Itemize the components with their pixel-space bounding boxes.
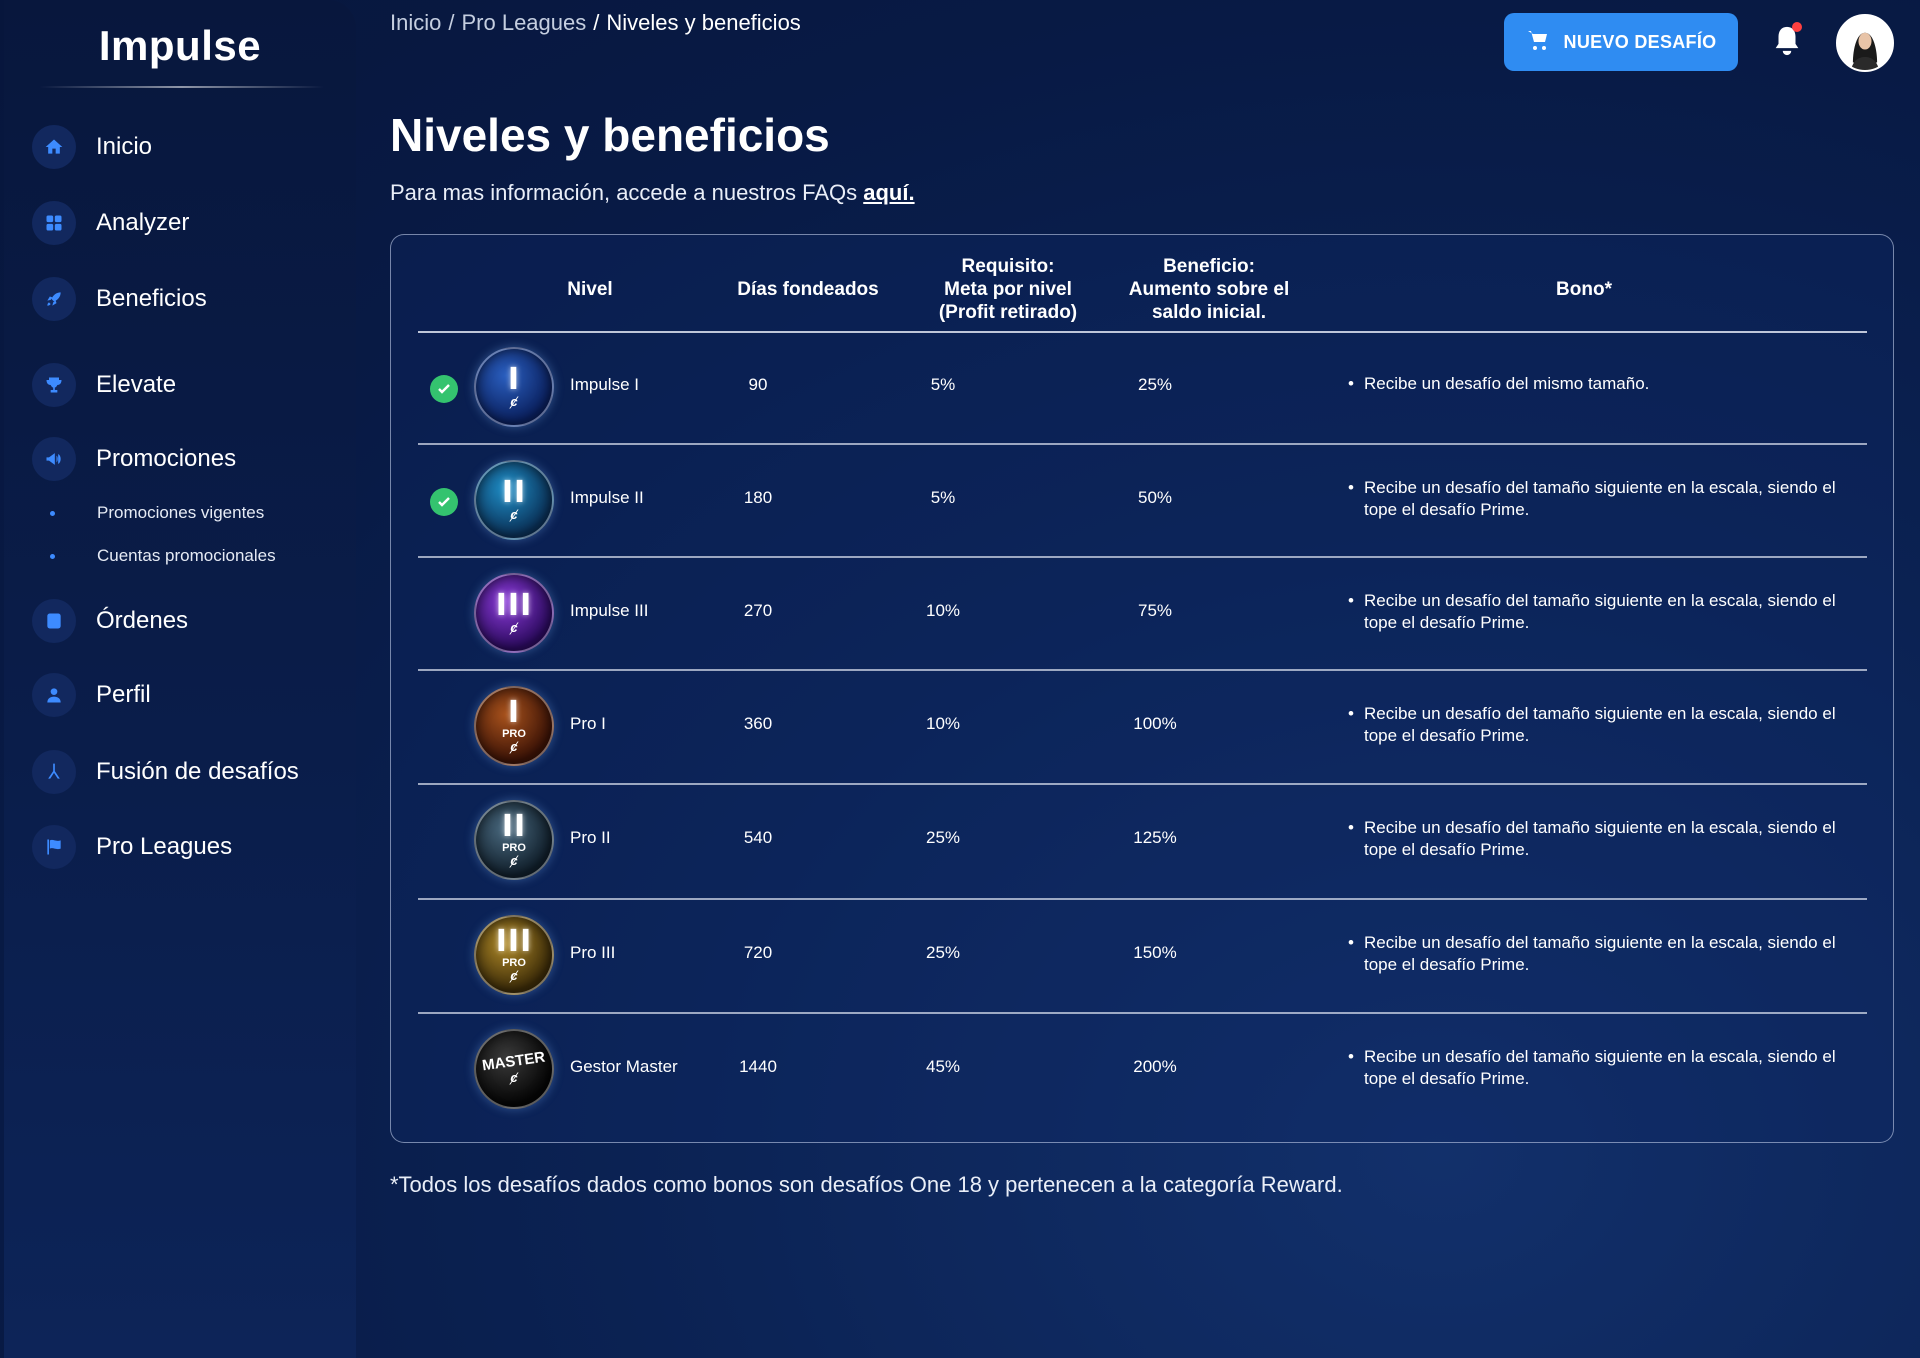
requirement-value: 25% — [925, 828, 961, 847]
requirement-value: 25% — [925, 943, 961, 962]
days-value: 1440 — [739, 1057, 777, 1076]
badge-bars: I — [507, 362, 521, 397]
new-challenge-label: NUEVO DESAFÍO — [1563, 31, 1717, 52]
badge-pro: PRO — [502, 728, 526, 740]
table-row — [418, 784, 1867, 896]
sidebar-item-label: Perfil — [96, 681, 151, 708]
orders-icon — [32, 599, 76, 643]
user-icon — [32, 673, 76, 717]
sidebar-item-label: Inicio — [96, 133, 153, 160]
sidebar-item-label: Fusión de desafíos — [96, 758, 299, 785]
sidebar-item-promociones[interactable] — [32, 434, 236, 484]
badge-bars: I — [507, 695, 521, 730]
breadcrumb-separator: / — [593, 10, 600, 35]
badge-mark: ȼ — [510, 394, 518, 409]
badge-mark: ȼ — [510, 507, 518, 522]
badge-master: MASTER — [481, 1048, 547, 1075]
sidebar-item-elevate[interactable] — [32, 360, 176, 410]
sidebar-item-fusion-de-desafios[interactable] — [32, 747, 299, 797]
column-header-label: Nivel — [567, 278, 613, 300]
page-title: Niveles y beneficios — [390, 109, 830, 161]
table-row — [418, 331, 1867, 443]
days-value: 180 — [743, 488, 773, 507]
bonus-text: • Recibe un desafío del tamaño siguiente en la escala, siendo el tope el desafío Prime. — [1348, 932, 1848, 976]
rocket-icon — [32, 277, 76, 321]
benefit-value: 150% — [1133, 943, 1177, 962]
requirement-value: 5% — [930, 488, 956, 507]
level-name: Gestor Master — [570, 1057, 678, 1076]
level-badge — [474, 460, 554, 540]
bonus-text: • Recibe un desafío del tamaño siguiente en la escala, siendo el tope el desafío Prime. — [1348, 590, 1848, 634]
brand-logo[interactable] — [4, 22, 356, 70]
column-header-beneficio — [1109, 250, 1309, 328]
trophy-icon — [32, 363, 76, 407]
sidebar-item-label: Órdenes — [96, 607, 189, 634]
check-icon — [430, 375, 458, 403]
brand-logo-text: Impulse — [98, 22, 262, 69]
sidebar-item-label: Promociones — [96, 445, 237, 472]
level-name: Pro I — [570, 714, 606, 733]
badge-mark: ȼ — [510, 853, 518, 868]
badge-mark: ȼ — [510, 620, 518, 635]
notification-dot — [1792, 22, 1802, 32]
level-badge — [474, 686, 554, 766]
column-header-label: Aumento sobre el — [1128, 278, 1290, 300]
check-icon — [430, 488, 458, 516]
column-header-label: Bono* — [1556, 278, 1612, 300]
sidebar-item-label: Elevate — [96, 371, 177, 398]
level-name: Impulse II — [570, 488, 644, 507]
requirement-value: 5% — [930, 375, 956, 394]
home-icon — [32, 125, 76, 169]
table-row — [418, 1013, 1867, 1125]
sidebar-subitem-label: Cuentas promocionales — [97, 546, 276, 565]
logo-divider — [40, 86, 324, 88]
level-badge — [474, 573, 554, 653]
sidebar-subitem-label: Promociones vigentes — [97, 503, 265, 522]
sidebar-subitem-cuentas-promocionales[interactable] — [50, 542, 276, 570]
column-header-label: Requisito: — [961, 255, 1055, 277]
page-subtitle — [390, 180, 915, 206]
level-name: Pro II — [570, 828, 611, 847]
level-name: Impulse I — [570, 375, 639, 394]
badge-pro: PRO — [502, 842, 526, 854]
megaphone-icon — [32, 437, 76, 481]
days-value: 270 — [743, 601, 773, 620]
breadcrumb-inicio[interactable]: Inicio — [390, 10, 442, 35]
badge-bars: III — [495, 588, 533, 623]
level-badge — [474, 1029, 554, 1109]
cart-icon — [1526, 28, 1550, 57]
table-row — [418, 444, 1867, 556]
level-badge — [474, 347, 554, 427]
level-name: Impulse III — [570, 601, 649, 620]
requirement-value: 10% — [925, 601, 961, 620]
requirement-value: 45% — [925, 1057, 961, 1076]
days-value: 360 — [743, 714, 773, 733]
breadcrumb-current: Niveles y beneficios — [606, 10, 801, 35]
column-header-label: Beneficio: — [1163, 255, 1255, 277]
column-header-label: saldo inicial. — [1151, 301, 1267, 323]
grid-icon — [32, 201, 76, 245]
breadcrumb-pro-leagues[interactable]: Pro Leagues — [461, 10, 587, 35]
level-badge — [474, 915, 554, 995]
benefit-value: 75% — [1137, 601, 1173, 620]
table-row — [418, 899, 1867, 1011]
bullet-icon — [50, 511, 55, 516]
benefit-value: 50% — [1137, 488, 1173, 507]
notifications-button[interactable] — [1770, 22, 1804, 60]
avatar[interactable] — [1836, 14, 1894, 72]
badge-mark: ȼ — [510, 739, 518, 754]
days-value: 540 — [743, 828, 773, 847]
column-header-bono — [1484, 250, 1684, 328]
days-value: 90 — [748, 375, 768, 394]
column-header-dias — [718, 250, 898, 328]
sidebar-item-pro-leagues[interactable] — [32, 822, 232, 872]
benefit-value: 125% — [1133, 828, 1177, 847]
column-header-label: Meta por nivel — [944, 278, 1072, 300]
avatar-portrait-icon — [1838, 16, 1892, 70]
bullet-icon — [50, 554, 55, 559]
benefit-value: 100% — [1133, 714, 1177, 733]
badge-bars: II — [501, 809, 527, 844]
breadcrumb-separator: / — [448, 10, 455, 35]
bonus-text: • Recibe un desafío del tamaño siguiente en la escala, siendo el tope el desafío Prime. — [1348, 703, 1848, 747]
merge-icon — [32, 750, 76, 794]
sidebar-item-label: Analyzer — [96, 209, 190, 236]
badge-bars: III — [495, 924, 533, 959]
table-row — [418, 670, 1867, 782]
badge-mark: ȼ — [510, 1070, 518, 1085]
table-row — [418, 557, 1867, 669]
bonus-text: • Recibe un desafío del tamaño siguiente en la escala, siendo el tope el desafío Prime. — [1348, 817, 1848, 861]
sidebar-subitem-promociones-vigentes[interactable] — [50, 499, 264, 527]
badge-pro: PRO — [502, 957, 526, 969]
badge-mark: ȼ — [510, 968, 518, 983]
breadcrumb — [390, 10, 801, 36]
column-header-label: Días fondeados — [737, 278, 879, 300]
requirement-value: 10% — [925, 714, 961, 733]
bonus-text: • Recibe un desafío del mismo tamaño. — [1348, 373, 1848, 395]
column-header-requisito — [918, 250, 1098, 328]
footnote: *Todos los desafíos dados como bonos son desafíos One 18 y pertenecen a la categoría Reward. — [390, 1172, 1343, 1197]
bonus-text: • Recibe un desafío del tamaño siguiente en la escala, siendo el tope el desafío Prime. — [1348, 477, 1848, 521]
column-header-nivel — [520, 250, 660, 328]
badge-bars: II — [501, 475, 527, 510]
sidebar — [4, 0, 356, 1358]
faq-link[interactable]: aquí. — [863, 180, 915, 205]
sidebar-item-analyzer[interactable] — [32, 198, 189, 248]
flag-icon — [32, 825, 76, 869]
subtitle-text: Para mas información, accede a nuestros FAQs — [390, 180, 858, 205]
sidebar-item-inicio[interactable] — [32, 122, 152, 172]
bell-icon — [1770, 47, 1804, 64]
column-header-label: (Profit retirado) — [938, 301, 1078, 323]
benefit-value: 200% — [1133, 1057, 1177, 1076]
level-badge — [474, 800, 554, 880]
level-name: Pro III — [570, 943, 616, 962]
benefit-value: 25% — [1137, 375, 1173, 394]
sidebar-item-ordenes[interactable] — [32, 596, 188, 646]
sidebar-item-perfil[interactable] — [32, 670, 151, 720]
bonus-text: • Recibe un desafío del tamaño siguiente en la escala, siendo el tope el desafío Prime. — [1348, 1046, 1848, 1090]
sidebar-item-beneficios[interactable] — [32, 274, 207, 324]
sidebar-item-label: Pro Leagues — [96, 833, 233, 860]
sidebar-item-label: Beneficios — [96, 285, 207, 312]
new-challenge-button[interactable] — [1504, 13, 1738, 71]
days-value: 720 — [743, 943, 773, 962]
